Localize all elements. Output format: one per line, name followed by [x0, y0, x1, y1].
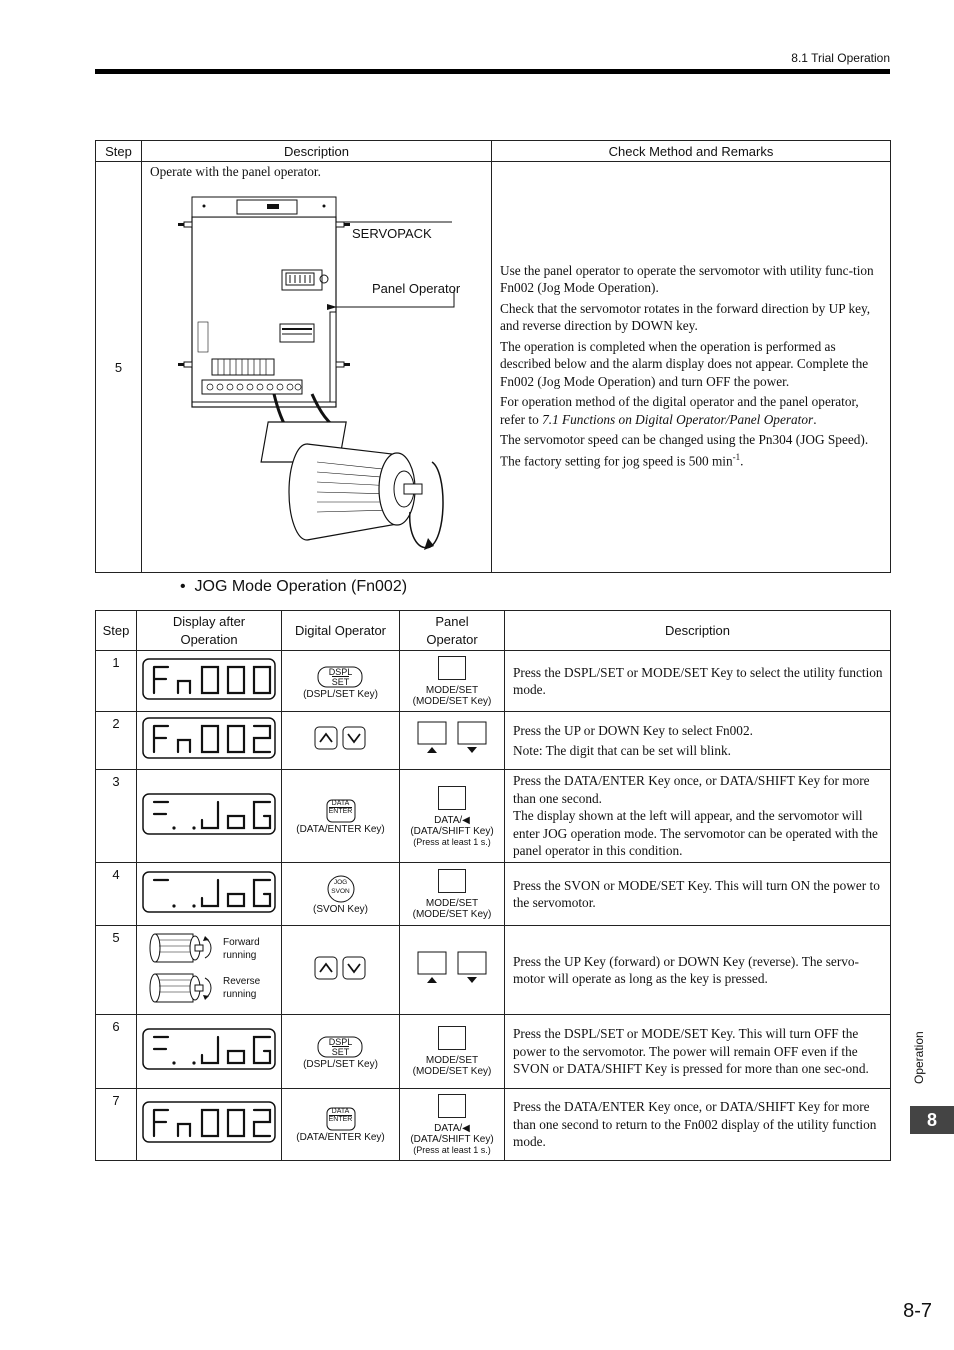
data-shift-key-icon [438, 786, 466, 810]
remark-1: Use the panel operator to operate the servomotor with utility func-tion Fn002 (Jog Mode Operation). [500, 262, 874, 296]
led-display-fn002 [142, 1100, 276, 1144]
motor-rotation-cell [137, 926, 282, 1015]
remark-5: The servomotor speed can be changed using the Pn304 (JOG Speed). The factory setting for jog speed is 500 $\min^{-1}$. [500, 432, 869, 468]
section-header: 8.1 Trial Operation [791, 51, 890, 65]
table-row: 4 JOG SVON (SVON Key) MODE/SET (MODE/SET Key) Press the SVON or MODE/SET Key. This will turn ON the power to the servomotor. [96, 863, 891, 926]
digital-key[interactable]: DSPL SET (DSPL/SET Key) [282, 651, 400, 712]
panel-operator-label: Panel Operator [372, 281, 461, 296]
led-display-fn000 [142, 657, 276, 701]
up-down-key-icons [311, 724, 371, 752]
led-display-jog-on [142, 870, 276, 914]
description-text: Operate with the panel operator. [150, 164, 321, 179]
up-down-key-icons [311, 954, 371, 982]
mode-set-key-icon [438, 656, 466, 680]
reverse-running-label: Reverse running [223, 976, 261, 1000]
section-title: • JOG Mode Operation (Fn002) [180, 578, 408, 595]
digital-key[interactable]: DATA ENTER (DATA/ENTER Key) [282, 1089, 400, 1161]
table-row: 2 Press the UP or DOWN Key to select Fn002. Note: The digit that can be set will blink. [96, 712, 891, 770]
col-check: Check Method and Remarks [492, 141, 891, 162]
table-row: 1 DSPL SET (DSPL/SET Key) MODE/SET (MODE/SET Key) Press the DSPL/SET or MODE/SET Key to select the utility function mode. [96, 651, 891, 712]
panel-key[interactable]: DATA/◀ (DATA/SHIFT Key) (Press at least 1 s.) [400, 1089, 505, 1161]
mode-set-key-icon [438, 869, 466, 893]
table-row: 6 DSPL SET (DSPL/SET Key) MODE/SET (MODE/SET Key) Press the DSPL/SET or MODE/SET Key. This will turn OFF the power to the servomotor. The power will remain OFF even if the SVON or DATA/SHIFT Key is pressed for more than one sec-ond. [96, 1015, 891, 1089]
table-row: 5 Forward running Reverse running Press the UP Key (forward) or DOWN Key (reverse). The servo-motor will operate as long as the key is pressed. [96, 926, 891, 1015]
mode-set-key-icon [438, 1026, 466, 1050]
panel-key[interactable]: MODE/SET (MODE/SET Key) [400, 1015, 505, 1089]
panel-up-down-keys[interactable] [400, 926, 505, 1015]
forward-motor-icon [150, 934, 211, 962]
up-down-keys[interactable] [282, 926, 400, 1015]
step5-table [95, 140, 891, 573]
servopack-illustration [142, 162, 490, 572]
forward-running-label: Forward running [223, 937, 260, 961]
table-row: 3 DATA ENTER (DATA/ENTER Key) DATA/◀ (DATA/SHIFT Key) (Press at least 1 s.) Press the DATA/ENTER Key once, or DATA/SHIFT Key for more than one second. The display shown at the left will appear, and the servomotor will enter JOG operation mode. The servomotor can be operated with the panel operator in this condition. [96, 770, 891, 863]
reverse-motor-icon [150, 974, 211, 1002]
led-display-jog [142, 792, 276, 836]
table-row: 7 DATA ENTER (DATA/ENTER Key) DATA/◀ (DATA/SHIFT Key) (Press at least 1 s.) Press the DATA/ENTER Key once, or DATA/SHIFT Key for more than one second to return to the Fn002 display of the utility function mode. [96, 1089, 891, 1161]
digital-key[interactable]: DSPL SET (DSPL/SET Key) [282, 1015, 400, 1089]
panel-up-down-keys[interactable] [400, 712, 505, 770]
check-remarks [492, 162, 891, 573]
led-display-fn002 [142, 716, 276, 760]
panel-key[interactable]: MODE/SET (MODE/SET Key) [400, 651, 505, 712]
remark-3: The operation is completed when the operation is performed as described below and the alarm display does not appear. Complete the Fn002 (Jog Mode Operation) and turn OFF the power. [500, 338, 869, 389]
col-display: Display after Operation [137, 611, 282, 651]
seven-seg-display [137, 651, 282, 712]
remark-2: Check that the servomotor rotates in the forward direction by UP key, and reverse direction by DOWN key. [500, 300, 871, 334]
panel-key[interactable]: MODE/SET (MODE/SET Key) [400, 863, 505, 926]
led-display-jog-off [142, 1027, 276, 1071]
up-down-keys[interactable] [282, 712, 400, 770]
panel-up-down-key-icons [412, 950, 492, 986]
jog-mode-table [95, 610, 891, 1161]
digital-key[interactable]: JOG SVON (SVON Key) [282, 863, 400, 926]
side-section-label: Operation [912, 1031, 926, 1084]
page-number: 8-7 [903, 1300, 932, 1322]
description-cell [142, 162, 492, 573]
panel-up-down-key-icons [412, 720, 492, 756]
col-panel-operator: Panel Operator [400, 611, 505, 651]
remark-4: For operation method of the digital operator and the panel operator, refer to 7.1 Functions on Digital Operator/Panel Operator. [500, 394, 859, 427]
chapter-tab: 8 [910, 1106, 954, 1134]
data-shift-key-icon [438, 1094, 466, 1118]
col-description: Description [505, 611, 891, 651]
panel-key[interactable]: DATA/◀ (DATA/SHIFT Key) (Press at least 1 s.) [400, 770, 505, 863]
step-number: 5 [96, 162, 142, 573]
col-step: Step [96, 141, 142, 162]
digital-key[interactable]: DATA ENTER (DATA/ENTER Key) [282, 770, 400, 863]
servopack-label: SERVOPACK [352, 226, 432, 241]
col-description: Description [142, 141, 492, 162]
col-digital-operator: Digital Operator [282, 611, 400, 651]
header-rule [95, 69, 890, 74]
col-step: Step [96, 611, 137, 651]
